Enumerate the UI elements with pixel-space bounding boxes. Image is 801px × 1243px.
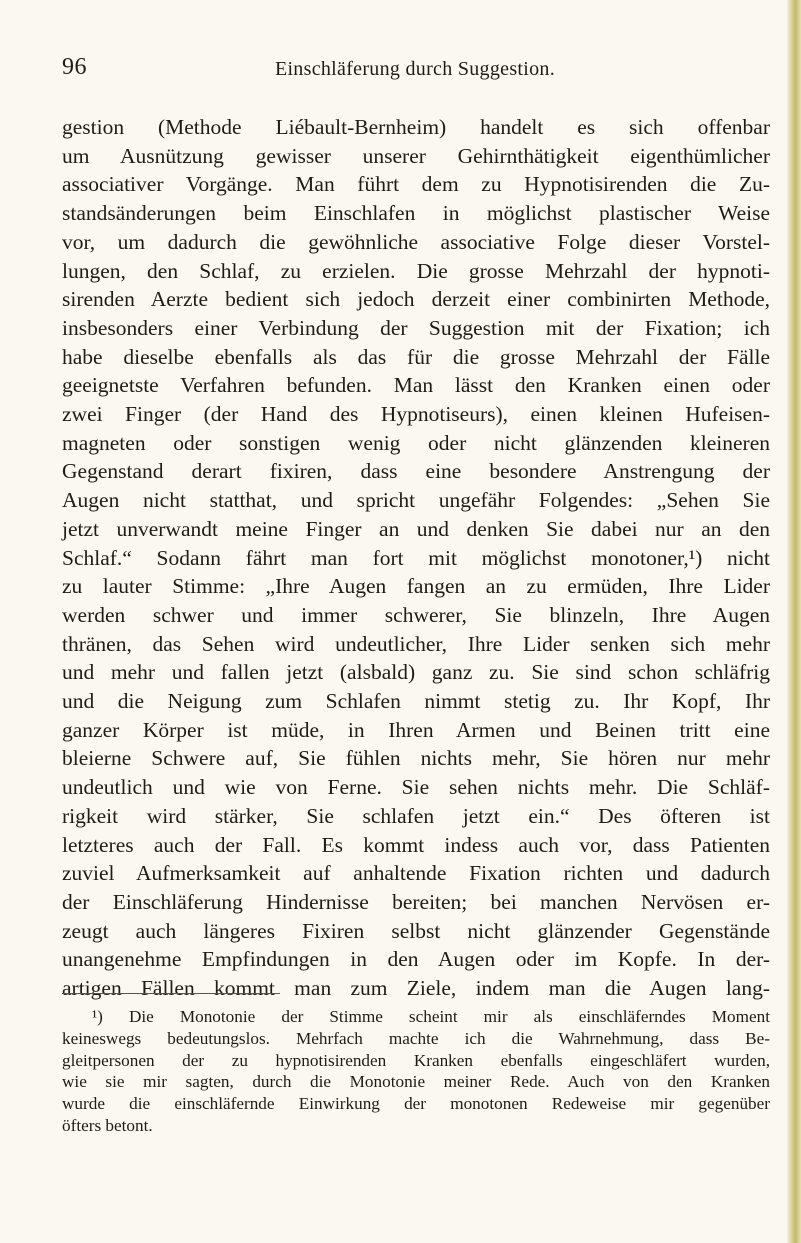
body-line: zu lauter Stimme: „Ihre Augen fangen an zu ermüden, Ihre Lider (62, 574, 770, 599)
body-line: artigen Fällen kommt man zum Ziele, indem man die Augen lang- (62, 976, 770, 1001)
footnote-rule (62, 993, 280, 994)
body-line: vor, um dadurch die gewöhnliche associative Folge dieser Vorstel- (62, 229, 770, 254)
body-line: thränen, das Sehen wird undeutlicher, Ihre Lider senken sich mehr (62, 631, 770, 656)
body-line: zeugt auch längeres Fixiren selbst nicht glänzender Gegenstände (62, 918, 770, 943)
body-line: letzteres auch der Fall. Es kommt indess auch vor, dass Patienten (62, 832, 770, 857)
body-line: und mehr und fallen jetzt (alsbald) ganz zu. Sie sind schon schläfrig (62, 660, 770, 685)
body-line: magneten oder sonstigen wenig oder nicht glänzenden kleineren (62, 430, 770, 455)
body-line: unangenehme Empfindungen in den Augen oder im Kopfe. In der- (62, 947, 770, 972)
body-line: bleierne Schwere auf, Sie fühlen nichts mehr, Sie hören nur mehr (62, 746, 770, 771)
body-line: werden schwer und immer schwerer, Sie blinzeln, Ihre Augen (62, 602, 770, 627)
body-line: sirenden Aerzte bedient sich jedoch derzeit einer combinirten Methode, (62, 287, 770, 312)
body-line: der Einschläferung Hindernisse bereiten; bei manchen Nervösen er- (62, 889, 770, 914)
footnote-line: wie sie mir sagten, durch die Monotonie meiner Rede. Auch von den Kranken (62, 1072, 770, 1092)
running-head: Einschläferung durch Suggestion. (274, 58, 556, 80)
body-line: rigkeit wird stärker, Sie schlafen jetzt ein.“ Des öfteren ist (62, 803, 770, 828)
page-edge (787, 0, 801, 1243)
body-line: gestion (Methode Liébault-Bernheim) handelt es sich offenbar (62, 115, 770, 139)
body-line: associativer Vorgänge. Man führt dem zu Hypnotisirenden die Zu- (62, 172, 770, 197)
body-line: ganzer Körper ist müde, in Ihren Armen und Beinen tritt eine (62, 717, 770, 742)
body-text (62, 113, 770, 1003)
body-line: zuviel Aufmerksamkeit auf anhaltende Fixation richten und dadurch (62, 861, 770, 886)
body-line: geeignetste Verfahren befunden. Man lässt den Kranken einen oder (62, 373, 770, 398)
body-line: zwei Finger (der Hand des Hypnotiseurs), einen kleinen Hufeisen- (62, 402, 770, 427)
body-line: und die Neigung zum Schlafen nimmt stetig zu. Ihr Kopf, Ihr (62, 689, 770, 714)
page-header (62, 50, 768, 86)
body-line: Augen nicht statthat, und spricht ungefähr Folgendes: „Sehen Sie (62, 488, 770, 513)
body-line: standsänderungen beim Einschlafen in möglichst plastischer Weise (62, 201, 770, 226)
body-line: lungen, den Schlaf, zu erzielen. Die grosse Mehrzahl der hypnoti- (62, 258, 770, 283)
footnote (62, 1006, 770, 1137)
footnote-line: keineswegs bedeutungslos. Mehrfach machte ich die Wahrnehmung, dass Be- (62, 1028, 770, 1048)
body-line: Gegenstand derart fixiren, dass eine besondere Anstrengung der (62, 459, 770, 484)
footnote-line: öfters betont. (62, 1115, 153, 1135)
body-line: undeutlich und wie von Ferne. Sie sehen nichts mehr. Die Schläf- (62, 775, 770, 800)
body-line: um Ausnützung gewisser unserer Gehirnthätigkeit eigenthümlicher (62, 143, 770, 168)
body-line: habe dieselbe ebenfalls als das für die grosse Mehrzahl der Fälle (62, 344, 770, 369)
footnote-line: wurde die einschläfernde Einwirkung der monotonen Redeweise mir gegenüber (62, 1094, 770, 1114)
footnote-line: ¹) Die Monotonie der Stimme scheint mir als einschläferndes Moment (92, 1007, 770, 1026)
page-number: 96 (62, 54, 87, 80)
body-line: Schlaf.“ Sodann fährt man fort mit möglichst monotoner,¹) nicht (62, 545, 770, 570)
body-line: insbesonders einer Verbindung der Suggestion mit der Fixation; ich (62, 315, 770, 340)
footnote-line: gleitpersonen der zu hypnotisirenden Kranken ebenfalls eingeschläfert wurden, (62, 1050, 770, 1070)
body-line: jetzt unverwandt meine Finger an und denken Sie dabei nur an den (62, 516, 770, 541)
